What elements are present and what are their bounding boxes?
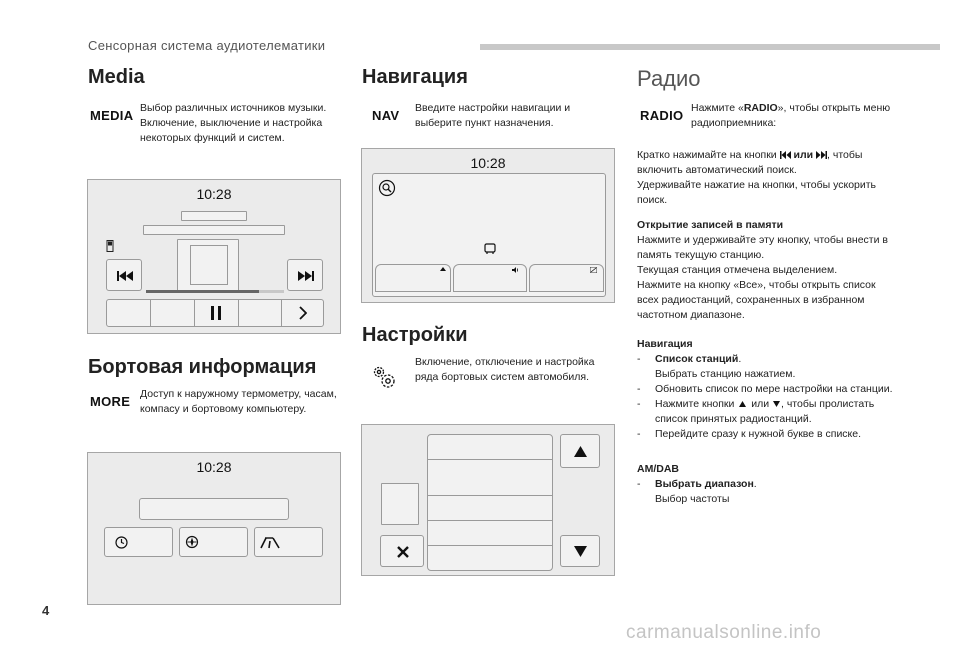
traffic-icon: [590, 267, 597, 273]
close-icon: [397, 546, 409, 558]
trip-computer-icon: [260, 537, 280, 549]
radio-details: Кратко нажимайте на кнопки или , чтобы включить автоматический поиск. Удерживайте нажатие на кнопки, чтобы ускорить поиск. Открытие записей в памяти Нажмите и удерживайте эту кнопку, чтобы внести в память текущую станцию. Текущая станция отмечена выделением. Нажмите на кнопку «Все», чтобы открыть список всех радиостанций, сохраненных в избранном частотном диапазоне. Навигация - Список станций. Выбрать станцию нажатием. - Обновить список по мере настройки на станции. - Нажмите кнопки или , чтобы пролистать список принятых радиостанций. - Перейдите сразу к нужной букве в списке. AM/DAB - Выбрать диапазон. Выбор частоты: [637, 148, 897, 507]
settings-side-box: [381, 483, 419, 525]
settings-gear-icon: [370, 363, 398, 391]
nav-button-label: NAV: [372, 108, 400, 123]
close-button[interactable]: [380, 535, 424, 567]
media-button-label: MEDIA: [90, 108, 134, 123]
compass-tile[interactable]: [179, 527, 248, 557]
screen-clock: 10:28: [196, 459, 232, 475]
list-item: - Перейдите сразу к нужной букве в списке.: [637, 428, 862, 440]
watermark: carmanualsonline.info: [626, 622, 822, 643]
clock-tile[interactable]: [104, 527, 173, 557]
search-destination-icon[interactable]: [378, 179, 396, 197]
pause-icon[interactable]: [211, 306, 221, 320]
onboard-screen: [87, 452, 341, 605]
album-art: [177, 239, 239, 291]
settings-list: [427, 434, 553, 571]
radio-title: Радио: [637, 66, 701, 91]
volume-icon: [512, 267, 520, 273]
chevron-up-icon: [440, 267, 446, 271]
list-item: - Выбрать диапазон.: [637, 478, 757, 490]
track-artist-box[interactable]: [143, 225, 285, 235]
navigation-description: Введите настройки навигации и выберите пункт назначения.: [415, 102, 571, 129]
header-bar: [480, 44, 940, 50]
info-header-box: [139, 498, 289, 520]
track-title-box[interactable]: [181, 211, 247, 221]
nav-bottom-bar: [375, 264, 604, 294]
chevron-right-icon[interactable]: [299, 306, 307, 320]
compass-icon: [185, 535, 199, 549]
list-item: - Обновить список по мере настройки на станции.: [637, 383, 893, 395]
page-number: 4: [42, 603, 50, 618]
navigation-screen: [361, 148, 615, 303]
onboard-description: Доступ к наружному термометру, часам, компасу и бортовому компьютеру.: [140, 388, 337, 415]
header-title: Сенсорная система аудиотелематики: [88, 38, 326, 53]
screen-clock: 10:28: [470, 155, 506, 171]
seek-back-icon: [780, 151, 791, 159]
clock-icon: [115, 536, 128, 549]
settings-description: Включение, отключение и настройка ряда бортовых систем автомобиля.: [415, 356, 595, 383]
map-area[interactable]: [372, 173, 606, 297]
arrow-up-icon: [739, 401, 746, 407]
arrow-down-icon: [574, 546, 587, 557]
scroll-up-button[interactable]: [560, 434, 600, 468]
media-description: Выбор различных источников музыки. Включение, выключение и настройка некоторых функций и систем.: [140, 102, 327, 144]
settings-title: Настройки: [362, 324, 468, 346]
previous-track-button[interactable]: [106, 259, 142, 291]
list-item: - Список станций.: [637, 353, 742, 365]
more-button-label: MORE: [90, 394, 131, 409]
media-control-bar: [106, 299, 324, 327]
navigation-title: Навигация: [362, 66, 468, 88]
arrow-up-icon: [574, 446, 587, 457]
settings-screen: [361, 424, 615, 576]
onboard-title: Бортовая информация: [88, 356, 317, 378]
next-track-button[interactable]: [287, 259, 323, 291]
scroll-down-button[interactable]: [560, 535, 600, 567]
radio-button-label: RADIO: [640, 108, 684, 123]
seek-forward-icon: [816, 151, 827, 159]
trip-computer-tile[interactable]: [254, 527, 323, 557]
vehicle-position-icon: [483, 242, 497, 256]
list-item: - Нажмите кнопки или , чтобы пролистать: [637, 398, 875, 410]
progress-bar[interactable]: [146, 290, 284, 293]
previous-icon: [117, 270, 133, 282]
radio-description: Нажмите «RADIO», чтобы открыть меню радиоприемника:: [691, 102, 891, 129]
media-title: Media: [88, 66, 145, 88]
screen-clock: 10:28: [196, 186, 232, 202]
media-screen: [87, 179, 341, 334]
arrow-down-icon: [773, 401, 780, 407]
usb-icon: [106, 239, 114, 251]
next-icon: [298, 270, 314, 282]
